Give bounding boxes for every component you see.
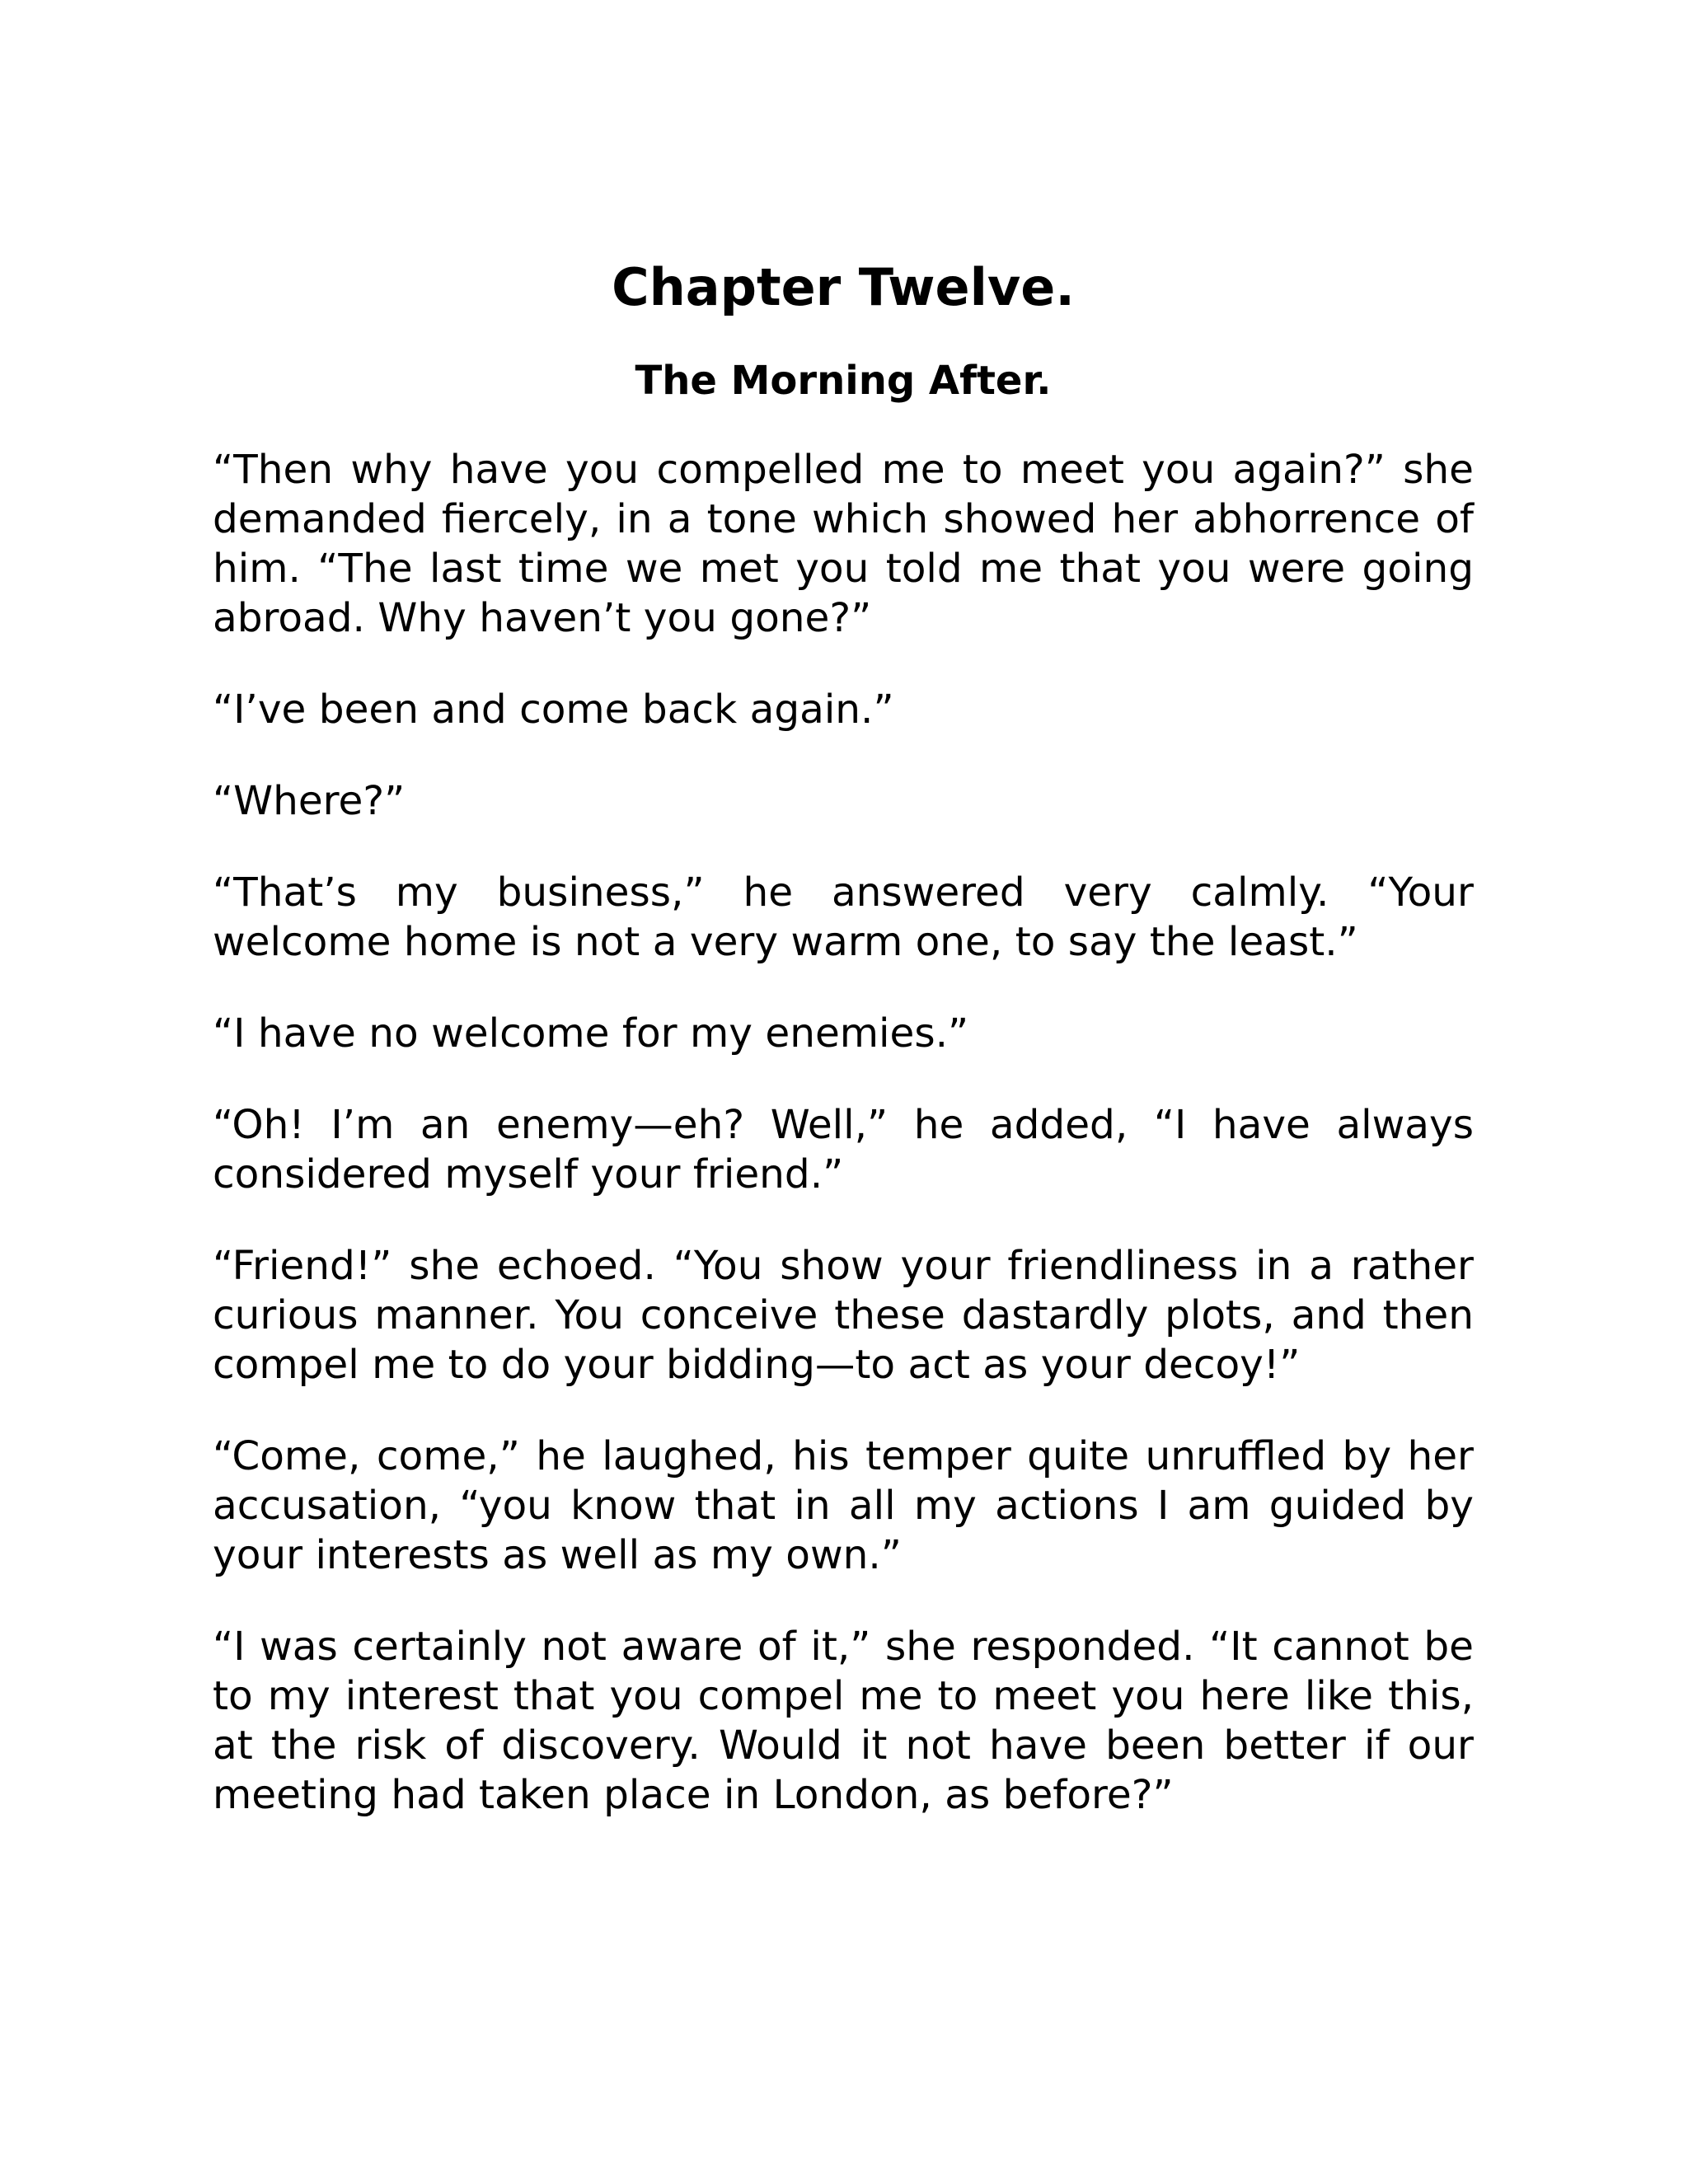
- chapter-title: Chapter Twelve.: [612, 257, 1075, 317]
- paragraph: “Come, come,” he laughed, his temper quite unruffled by her accusation, “you know that in all my actions I am guided by your interests as well as my own.”: [213, 1433, 1474, 1578]
- paragraph: “Then why have you compelled me to meet you again?” she demanded fiercely, in a tone which showed her abhorrence of him. “The last time we met you told me that you were going abroad. Why haven’t you gone?”: [213, 447, 1474, 641]
- paragraph: “I’ve been and come back again.”: [213, 687, 894, 733]
- paragraph: “I was certainly not aware of it,” she responded. “It cannot be to my interest that you compel me to meet you here like this, at the risk of discovery. Would it not have been better if our meeting had taken place in London, as before?”: [213, 1624, 1474, 1818]
- chapter-subtitle: The Morning After.: [635, 358, 1052, 404]
- paragraph: “Friend!” she echoed. “You show your friendliness in a rather curious manner. You conceive these dastardly plots, and then compel me to do your bidding—to act as your decoy!”: [213, 1243, 1474, 1388]
- paragraph: “That’s my business,” he answered very calmly. “Your welcome home is not a very warm one, to say the least.”: [213, 869, 1474, 965]
- book-page: [213, 254, 1474, 1862]
- paragraph: “Oh! I’m an enemy—eh? Well,” he added, “I have always considered myself your friend.”: [213, 1102, 1474, 1197]
- chapter-body: [213, 445, 1474, 1820]
- paragraph: “I have no welcome for my enemies.”: [213, 1010, 969, 1057]
- paragraph: “Where?”: [213, 778, 406, 824]
